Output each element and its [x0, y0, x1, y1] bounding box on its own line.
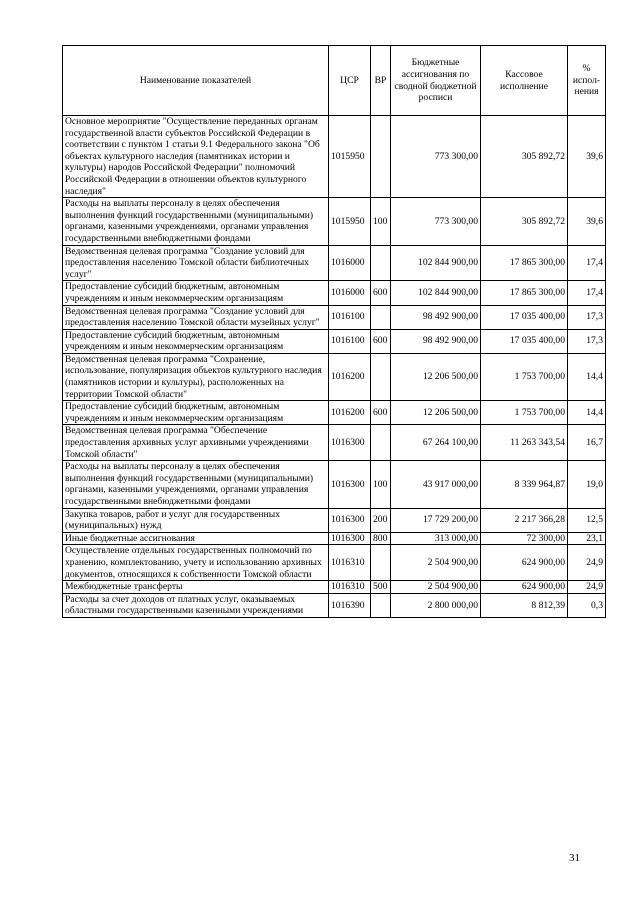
row-budget: 773 300,00	[391, 116, 481, 198]
table-row	[63, 461, 606, 508]
row-csr: 1016300	[329, 425, 371, 461]
header-cash: Кассовое исполнение	[481, 46, 568, 116]
row-vr: 600	[371, 281, 391, 305]
row-csr: 1016200	[329, 401, 371, 425]
row-vr: 200	[371, 508, 391, 532]
table-row	[63, 329, 606, 353]
row-csr: 1015950	[329, 116, 371, 198]
row-percent: 0,3	[568, 593, 606, 617]
row-budget: 313 000,00	[391, 532, 481, 545]
row-cash: 1 753 700,00	[481, 353, 568, 400]
row-name: Ведомственная целевая программа "Обеспечение предоставления архивных услуг архивными учреждениями Томской области"	[63, 425, 329, 461]
row-vr: 100	[371, 461, 391, 508]
row-csr: 1016300	[329, 532, 371, 545]
row-budget: 98 492 900,00	[391, 305, 481, 329]
row-vr	[371, 593, 391, 617]
row-name: Расходы на выплаты персоналу в целях обеспечения выполнения функций государственными (муниципальными) органами, казенными учреждениями, органами управления государственными внебюджетными фондами	[63, 461, 329, 508]
table-row	[63, 508, 606, 532]
table-row	[63, 425, 606, 461]
row-name: Ведомственная целевая программа "Создание условий для предоставления населению Томской области библиотечных услуг"	[63, 245, 329, 281]
table-body	[63, 116, 606, 618]
table-header-row	[63, 46, 606, 116]
row-budget: 2 504 900,00	[391, 545, 481, 581]
row-vr: 100	[371, 198, 391, 245]
row-cash: 17 865 300,00	[481, 245, 568, 281]
header-budget: Бюджетные ассигнования по сводной бюджетной росписи	[391, 46, 481, 116]
row-name: Предоставление субсидий бюджетным, автономным учреждениям и иным некоммерческим организациям	[63, 281, 329, 305]
row-cash: 624 900,00	[481, 545, 568, 581]
row-percent: 17,3	[568, 305, 606, 329]
row-vr	[371, 116, 391, 198]
row-cash: 11 263 343,54	[481, 425, 568, 461]
row-percent: 17,3	[568, 329, 606, 353]
row-percent: 14,4	[568, 353, 606, 400]
row-budget: 43 917 000,00	[391, 461, 481, 508]
header-name: Наименование показателей	[63, 46, 329, 116]
table-row	[63, 245, 606, 281]
row-csr: 1016000	[329, 281, 371, 305]
row-csr: 1016310	[329, 545, 371, 581]
row-name: Предоставление субсидий бюджетным, автономным учреждениям и иным некоммерческим организациям	[63, 329, 329, 353]
row-percent: 16,7	[568, 425, 606, 461]
page-number: 31	[569, 852, 580, 864]
table-row	[63, 532, 606, 545]
table-row	[63, 401, 606, 425]
row-csr: 1016300	[329, 508, 371, 532]
row-cash: 1 753 700,00	[481, 401, 568, 425]
row-name: Ведомственная целевая программа "Сохранение, использование, популяризация объектов культурного наследия (памятников истории и культуры), расположенных на территории Томской области"	[63, 353, 329, 400]
table-row	[63, 281, 606, 305]
row-percent: 24,9	[568, 581, 606, 594]
row-cash: 2 217 366,28	[481, 508, 568, 532]
table-row	[63, 198, 606, 245]
row-cash: 305 892,72	[481, 198, 568, 245]
row-csr: 1016100	[329, 305, 371, 329]
row-cash: 8 339 964,87	[481, 461, 568, 508]
row-cash: 17 035 400,00	[481, 329, 568, 353]
row-vr: 600	[371, 329, 391, 353]
row-percent: 39,6	[568, 198, 606, 245]
row-name: Ведомственная целевая программа "Создание условий для предоставления населению Томской области музейных услуг"	[63, 305, 329, 329]
row-budget: 773 300,00	[391, 198, 481, 245]
row-name: Основное мероприятие "Осуществление переданных органам государственной власти субъектов Российской Федерации в соответствии с пунктом 1 статьи 9.1 Федерального закона "Об объектах культурного наследия (памятниках истории и культуры) народов Российской Федерации" полномочий Российской Федерации в отношении объектов культурного наследия"	[63, 116, 329, 198]
row-cash: 72 300,00	[481, 532, 568, 545]
header-csr: ЦСР	[329, 46, 371, 116]
row-vr: 800	[371, 532, 391, 545]
row-budget: 102 844 900,00	[391, 281, 481, 305]
row-cash: 17 035 400,00	[481, 305, 568, 329]
row-vr	[371, 305, 391, 329]
row-name: Расходы за счет доходов от платных услуг, оказываемых областными государственными казенными учреждениями	[63, 593, 329, 617]
table-row	[63, 353, 606, 400]
row-cash: 305 892,72	[481, 116, 568, 198]
row-vr	[371, 245, 391, 281]
row-budget: 102 844 900,00	[391, 245, 481, 281]
row-csr: 1016000	[329, 245, 371, 281]
row-csr: 1016300	[329, 461, 371, 508]
table-row	[63, 545, 606, 581]
row-vr	[371, 425, 391, 461]
table-row	[63, 593, 606, 617]
row-percent: 19,0	[568, 461, 606, 508]
table-row	[63, 581, 606, 594]
row-vr: 600	[371, 401, 391, 425]
header-percent: % испол-нения	[568, 46, 606, 116]
row-vr	[371, 353, 391, 400]
row-name: Иные бюджетные ассигнования	[63, 532, 329, 545]
row-name: Предоставление субсидий бюджетным, автономным учреждениям и иным некоммерческим организациям	[63, 401, 329, 425]
row-vr	[371, 545, 391, 581]
row-cash: 17 865 300,00	[481, 281, 568, 305]
row-csr: 1016100	[329, 329, 371, 353]
row-cash: 624 900,00	[481, 581, 568, 594]
row-percent: 23,1	[568, 532, 606, 545]
row-name: Межбюджетные трансферты	[63, 581, 329, 594]
row-budget: 67 264 100,00	[391, 425, 481, 461]
table-row	[63, 116, 606, 198]
row-budget: 98 492 900,00	[391, 329, 481, 353]
row-percent: 24,9	[568, 545, 606, 581]
row-vr: 500	[371, 581, 391, 594]
row-name: Расходы на выплаты персоналу в целях обеспечения выполнения функций государственными (муниципальными) органами, казенными учреждениями, органами управления государственными внебюджетными фондами	[63, 198, 329, 245]
row-csr: 1016310	[329, 581, 371, 594]
row-percent: 39,6	[568, 116, 606, 198]
budget-execution-table	[62, 45, 606, 618]
row-percent: 17,4	[568, 245, 606, 281]
row-csr: 1016390	[329, 593, 371, 617]
row-cash: 8 812,39	[481, 593, 568, 617]
row-percent: 14,4	[568, 401, 606, 425]
row-budget: 12 206 500,00	[391, 353, 481, 400]
row-budget: 17 729 200,00	[391, 508, 481, 532]
table-row	[63, 305, 606, 329]
row-budget: 2 800 000,00	[391, 593, 481, 617]
row-percent: 12,5	[568, 508, 606, 532]
row-budget: 2 504 900,00	[391, 581, 481, 594]
row-name: Закупка товаров, работ и услуг для государственных (муниципальных) нужд	[63, 508, 329, 532]
row-budget: 12 206 500,00	[391, 401, 481, 425]
row-percent: 17,4	[568, 281, 606, 305]
header-vr: ВР	[371, 46, 391, 116]
row-name: Осуществление отдельных государственных полномочий по хранению, комплектованию, учету и использованию архивных документов, относящихся к собственности Томской области	[63, 545, 329, 581]
row-csr: 1016200	[329, 353, 371, 400]
row-csr: 1015950	[329, 198, 371, 245]
